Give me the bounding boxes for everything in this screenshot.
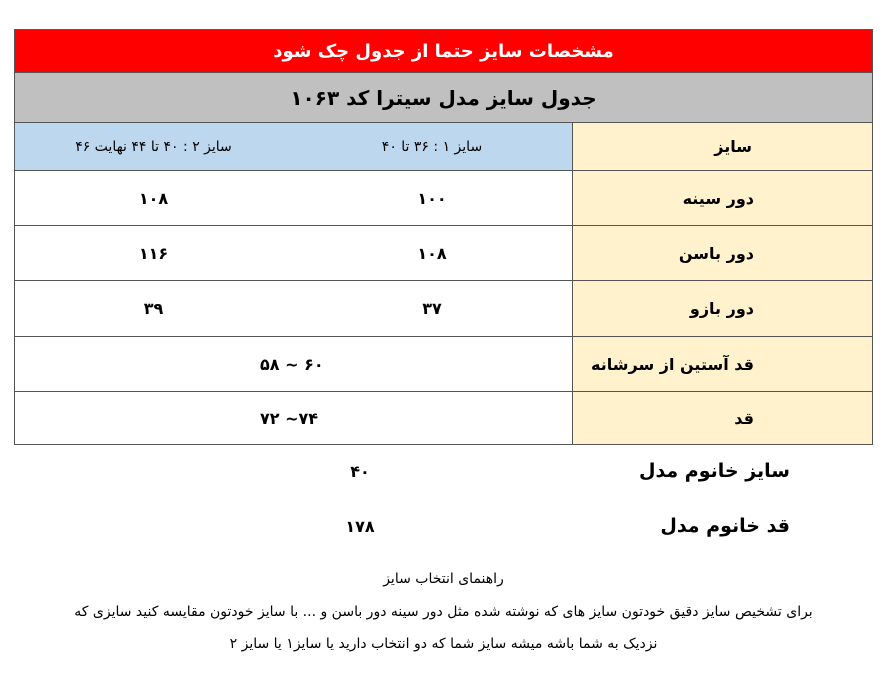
- table-title: جدول سایز مدل سیترا کد ۱۰۶۳: [15, 73, 872, 123]
- row-size2-value: ۱۰۸: [138, 188, 169, 208]
- table-row-length: [15, 392, 872, 444]
- guide-title: راهنمای انتخاب سایز: [383, 571, 504, 587]
- header-size1: سایز ۱ : ۳۶ تا ۴۰: [292, 123, 572, 170]
- length-label: قد: [572, 392, 872, 444]
- header-size2: سایز ۲ : ۴۰ تا ۴۴ نهایت ۴۶: [15, 123, 292, 170]
- model-size-label: سایز خانوم مدل: [638, 460, 790, 482]
- model-height-label: قد خانوم مدل: [660, 515, 790, 537]
- row-label: دور باسن: [572, 226, 872, 280]
- row-size1-value: ۱۰۸: [417, 243, 447, 263]
- row-size1-value: ۳۷: [422, 299, 442, 318]
- row-size2-value: ۳۹: [143, 299, 164, 318]
- table-header-row: [15, 123, 872, 171]
- guide-line-1: برای تشخیص سایز دقیق خودتون سایز های که نوشته شده مثل دور سینه دور باسن و ... با سایز خودتون مقایسه کنید سایزی که: [74, 604, 813, 620]
- sleeve-label: قد آستین از سرشانه: [572, 337, 872, 391]
- model-height-value: ۱۷۸: [345, 516, 375, 536]
- row-label: دور سینه: [572, 171, 872, 225]
- warning-banner: مشخصات سایز حتما از جدول چک شود: [15, 30, 872, 73]
- table-row: [15, 281, 872, 337]
- header-label: سایز: [572, 123, 872, 170]
- guide-line-2: نزدیک به شما باشه میشه سایز شما که دو انتخاب دارید یا سایز۱ یا سایز ۲: [229, 636, 658, 652]
- table-row-sleeve: [15, 337, 872, 392]
- row-size2-value: ۱۱۶: [138, 243, 169, 263]
- model-height-row: [0, 506, 885, 546]
- sleeve-value: ۵۸ ~ ۶۰: [260, 354, 324, 374]
- row-size1-value: ۱۰۰: [417, 188, 447, 208]
- length-value: ۷۲ ~۷۴: [260, 408, 319, 428]
- model-size-row: [0, 451, 885, 491]
- table-row: [15, 226, 872, 281]
- size-table: [14, 29, 873, 445]
- model-size-value: ۴۰: [350, 461, 370, 481]
- table-row: [15, 171, 872, 226]
- row-label: دور بازو: [572, 281, 872, 336]
